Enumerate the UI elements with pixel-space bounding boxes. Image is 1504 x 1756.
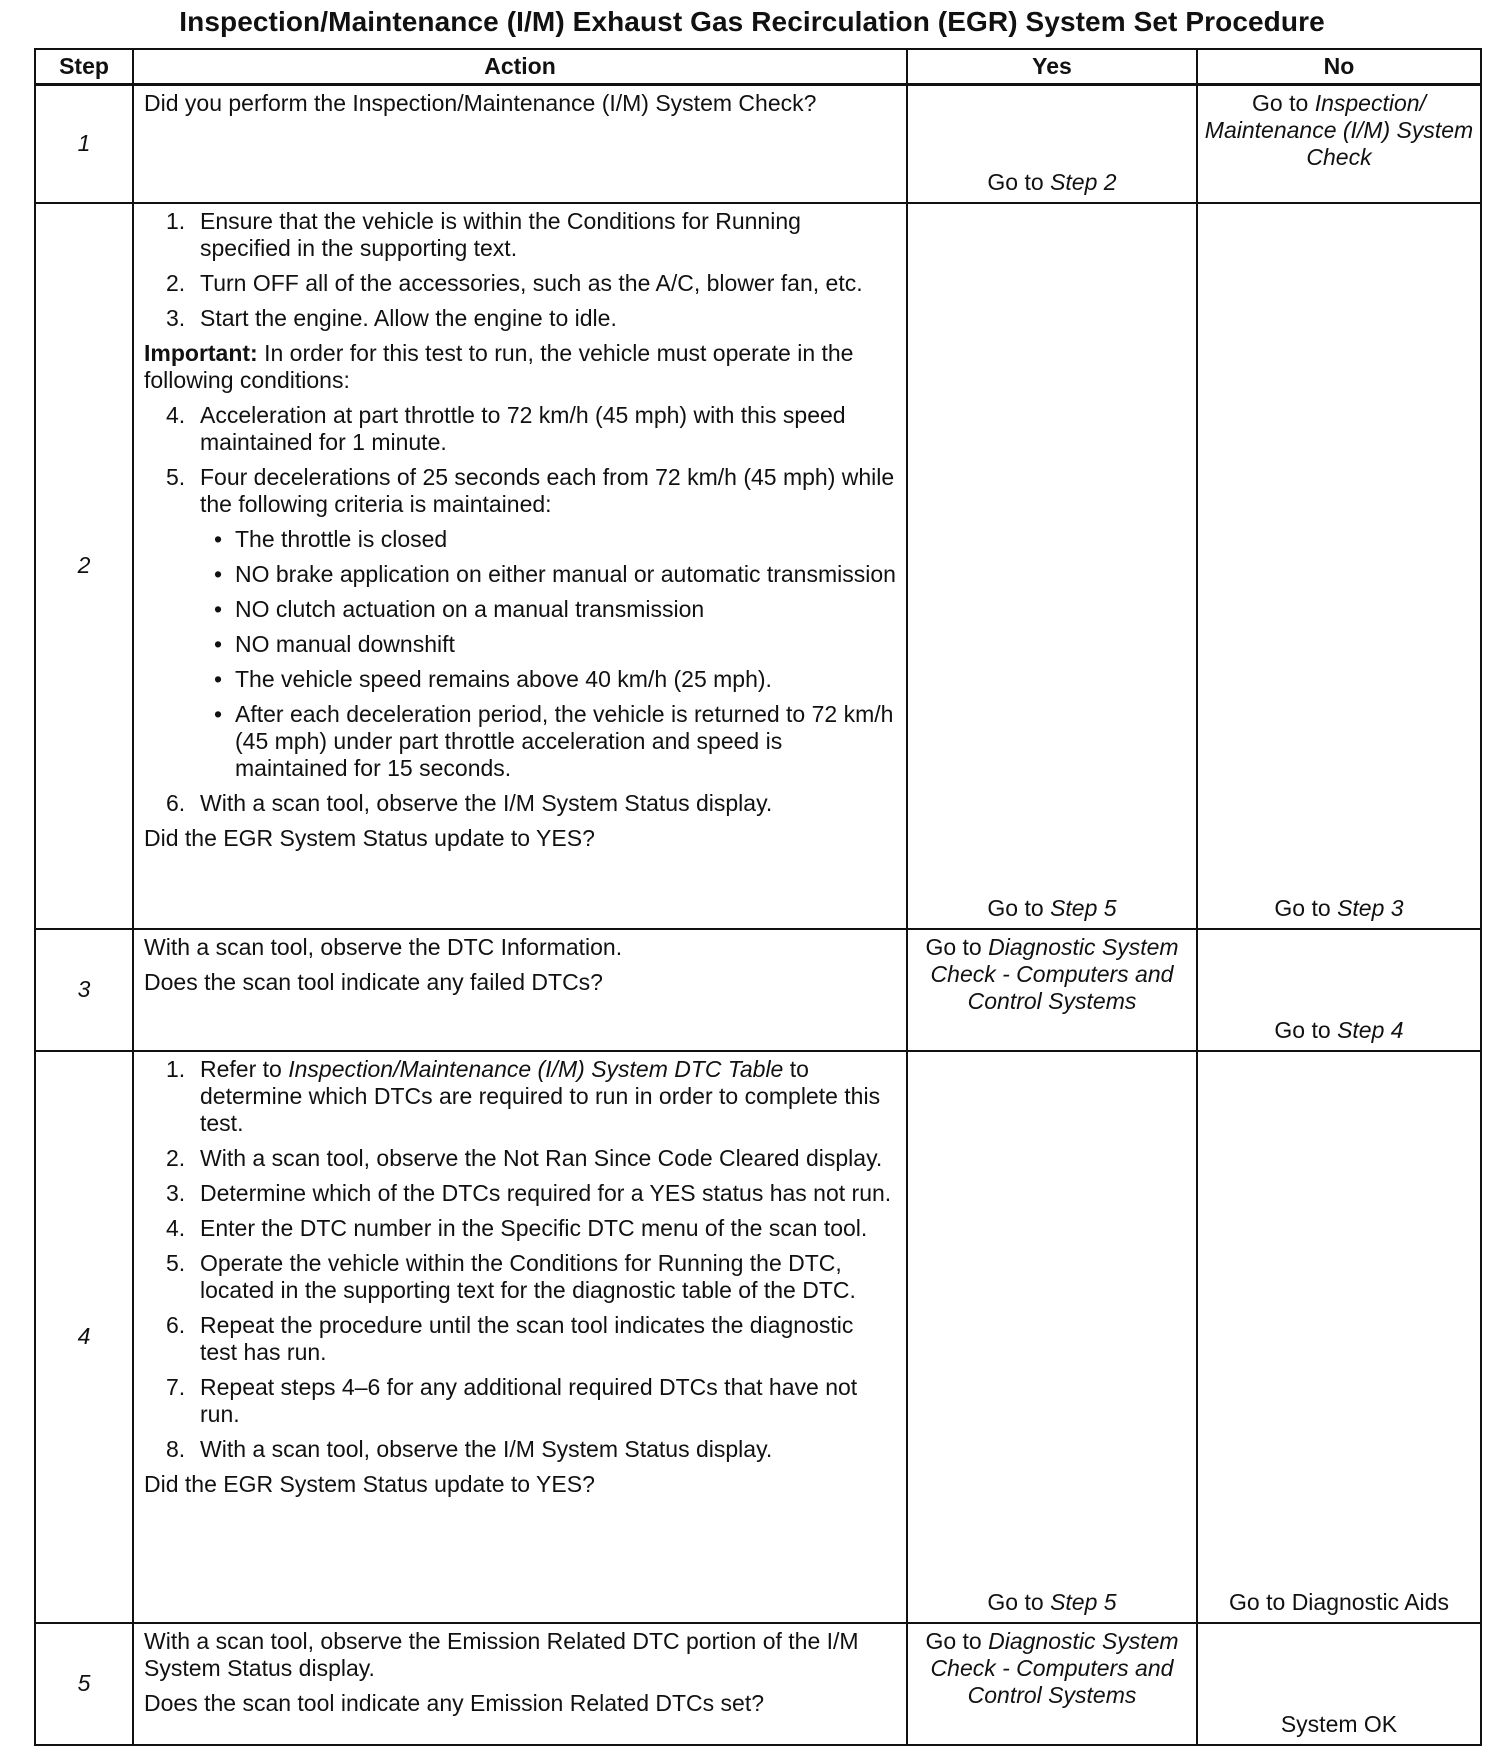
no-result-text: System OK — [1280, 1710, 1398, 1737]
step-action — [133, 85, 907, 203]
table-row — [35, 85, 1481, 203]
procedure-table — [34, 48, 1482, 1746]
list-item: 1. Refer to Inspection/Maintenance (I/M) System DTC Table to determine which DTCs are required to run in order to complete this test. — [166, 1055, 881, 1136]
step-number: 1 — [35, 85, 133, 203]
yes-result — [907, 85, 1197, 203]
action-question: Did the EGR System Status update to YES? — [144, 824, 595, 851]
list-item: 5. Four decelerations of 25 seconds each from 72 km/h (45 mph) while the following criteria is maintained: — [166, 463, 895, 517]
bullet-item: • The vehicle speed remains above 40 km/h (25 mph). — [144, 666, 896, 693]
table-header-row — [35, 49, 1481, 85]
yes-link[interactable]: Step 5 — [1050, 894, 1117, 921]
list-item: 6. With a scan tool, observe the I/M System Status display. — [166, 789, 773, 816]
action-text: With a scan tool, observe the Emission Related DTC portion of the I/M System Status display. — [144, 1627, 859, 1681]
step-number: 3 — [35, 929, 133, 1051]
list-item: 2. Turn OFF all of the accessories, such as the A/C, blower fan, etc. — [166, 269, 863, 296]
bullet-item: • After each deceleration period, the vehicle is returned to 72 km/h (45 mph) under part throttle acceleration and speed is maintained for 15 seconds. — [144, 701, 896, 782]
table-row — [35, 929, 1481, 1051]
step-action — [133, 1623, 907, 1745]
no-link[interactable]: Step 3 — [1337, 894, 1404, 921]
no-prefix: Go to — [1274, 894, 1331, 921]
yes-result — [907, 1051, 1197, 1623]
step-action — [133, 203, 907, 929]
no-prefix: Go to — [1274, 1016, 1331, 1043]
important-note: Important: In order for this test to run, the vehicle must operate in the following conditions: — [144, 339, 854, 393]
no-result — [1197, 1051, 1481, 1623]
step-number: 2 — [35, 203, 133, 929]
bullet-item: • The throttle is closed — [144, 526, 896, 553]
yes-result — [907, 1623, 1197, 1745]
yes-prefix: Go to — [925, 933, 982, 960]
yes-result — [907, 929, 1197, 1051]
no-result — [1197, 203, 1481, 929]
no-link[interactable]: Inspection/ Maintenance (I/M) System Check — [1204, 90, 1474, 170]
list-item: 4. Acceleration at part throttle to 72 km/h (45 mph) with this speed maintained for 1 minute. — [166, 401, 846, 455]
action-text: With a scan tool, observe the DTC Information. — [144, 933, 623, 960]
header-no: No — [1197, 49, 1481, 85]
dtc-table-link[interactable]: Inspection/Maintenance (I/M) System DTC Table — [288, 1055, 784, 1082]
action-question: Does the scan tool indicate any Emission Related DTCs set? — [144, 1689, 765, 1716]
table-row — [35, 1623, 1481, 1745]
header-yes: Yes — [907, 49, 1197, 85]
list-item: 5. Operate the vehicle within the Conditions for Running the DTC, located in the supporting text for the diagnostic table of the DTC. — [166, 1249, 856, 1303]
list-item: 3. Determine which of the DTCs required for a YES status has not run. — [166, 1179, 892, 1206]
action-question: Did you perform the Inspection/Maintenance (I/M) System Check? — [144, 90, 817, 116]
yes-prefix: Go to — [987, 1588, 1044, 1615]
list-item: 1. Ensure that the vehicle is within the Conditions for Running specified in the supporting text. — [166, 207, 801, 261]
step-number: 4 — [35, 1051, 133, 1623]
list-item: 4. Enter the DTC number in the Specific DTC menu of the scan tool. — [166, 1214, 868, 1241]
action-question: Did the EGR System Status update to YES? — [144, 1470, 595, 1497]
step-action — [133, 1051, 907, 1623]
step-action — [133, 929, 907, 1051]
yes-prefix: Go to — [925, 1627, 982, 1654]
no-result — [1197, 1623, 1481, 1745]
no-link[interactable]: Step 4 — [1337, 1016, 1404, 1043]
list-item: 8. With a scan tool, observe the I/M System Status display. — [166, 1435, 773, 1462]
step-number: 5 — [35, 1623, 133, 1745]
yes-link[interactable]: Step 5 — [1050, 1588, 1117, 1615]
yes-prefix: Go to — [987, 168, 1044, 195]
header-step: Step — [35, 49, 133, 85]
table-row — [35, 203, 1481, 929]
page-title: Inspection/Maintenance (I/M) Exhaust Gas Recirculation (EGR) System Set Procedure — [179, 6, 1325, 37]
no-prefix: Go to — [1252, 90, 1309, 116]
no-result — [1197, 85, 1481, 203]
yes-prefix: Go to — [987, 894, 1044, 921]
bullet-item: • NO clutch actuation on a manual transmission — [144, 596, 896, 623]
no-link[interactable]: Go to Diagnostic Aids — [1229, 1588, 1449, 1615]
list-item: 7. Repeat steps 4–6 for any additional required DTCs that have not run. — [166, 1373, 858, 1427]
yes-link[interactable]: Diagnostic System Check - Computers and Control Systems — [930, 1627, 1179, 1708]
table-row — [35, 1051, 1481, 1623]
list-item: 3. Start the engine. Allow the engine to idle. — [166, 304, 617, 331]
list-item: 2. With a scan tool, observe the Not Ran Since Code Cleared display. — [166, 1144, 883, 1171]
yes-link[interactable]: Diagnostic System Check - Computers and Control Systems — [930, 933, 1179, 1014]
yes-link[interactable]: Step 2 — [1050, 168, 1117, 195]
bullet-item: • NO manual downshift — [144, 631, 896, 658]
bullet-item: • NO brake application on either manual or automatic transmission — [144, 561, 896, 588]
header-action: Action — [133, 49, 907, 85]
yes-result — [907, 203, 1197, 929]
no-result — [1197, 929, 1481, 1051]
action-question: Does the scan tool indicate any failed DTCs? — [144, 968, 603, 995]
list-item: 6. Repeat the procedure until the scan tool indicates the diagnostic test has run. — [166, 1311, 854, 1365]
